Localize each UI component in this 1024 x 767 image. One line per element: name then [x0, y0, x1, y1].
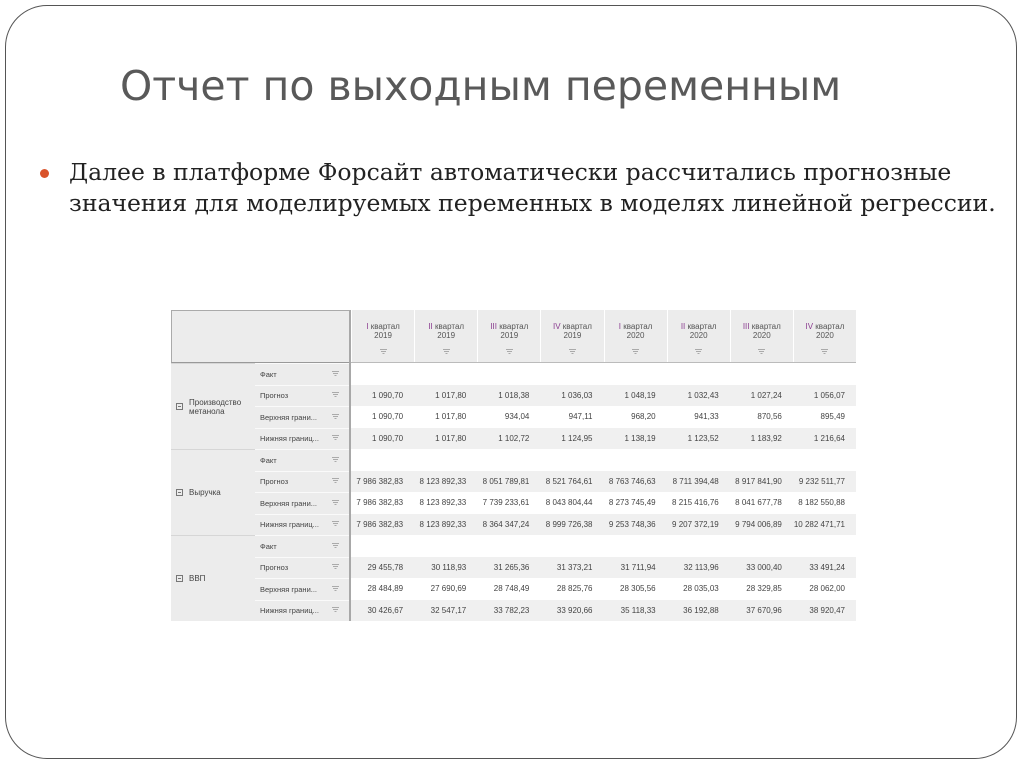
table-cell[interactable]: 1 036,03 — [561, 390, 593, 400]
table-row — [255, 557, 856, 579]
table-cell[interactable]: 8 711 394,48 — [672, 476, 719, 486]
row-label-text: Верхняя грани... — [260, 412, 318, 422]
quarter-roman: I — [366, 322, 369, 331]
row-values — [351, 385, 856, 407]
table-cell[interactable]: 31 373,21 — [556, 562, 593, 572]
table-cell[interactable]: 33 000,40 — [746, 562, 782, 572]
filter-icon[interactable] — [352, 348, 414, 357]
table-cell[interactable]: 33 920,66 — [556, 605, 593, 615]
quarter-year: 2019 — [500, 331, 519, 340]
table-corner-header — [171, 310, 351, 363]
row-values — [351, 600, 856, 622]
table-cell[interactable]: 1 138,19 — [624, 433, 656, 443]
quarter-year: 2019 — [374, 331, 392, 340]
table-cell[interactable] — [730, 535, 793, 557]
filter-icon[interactable] — [415, 348, 477, 357]
filter-icon[interactable] — [668, 348, 730, 357]
row-label — [255, 514, 349, 536]
table-cell[interactable]: 7 986 382,83 — [356, 498, 404, 508]
row-values — [351, 535, 856, 557]
table-cell[interactable]: 28 748,49 — [493, 584, 530, 594]
group-name: Выручка — [189, 488, 221, 497]
quarter-year: 2020 — [816, 331, 834, 340]
table-cell[interactable]: 7 739 233,61 — [482, 498, 530, 508]
row-label — [255, 535, 349, 557]
table-cell[interactable]: 1 090,70 — [371, 412, 404, 422]
table-cell[interactable] — [730, 363, 793, 385]
table-cell[interactable]: 30 118,93 — [431, 562, 467, 572]
row-label-text: Прогноз — [260, 563, 289, 573]
table-cell[interactable] — [604, 535, 667, 557]
filter-icon[interactable] — [332, 456, 339, 465]
row-values — [351, 363, 856, 385]
collapse-toggle-icon[interactable] — [176, 575, 183, 582]
table-cell[interactable]: 32 547,17 — [430, 605, 467, 615]
table-cell[interactable]: 8 041 677,78 — [735, 498, 782, 508]
row-label-text: Нижняя границ... — [260, 434, 319, 444]
table-cell[interactable]: 38 920,47 — [809, 605, 845, 615]
table-cell[interactable]: 8 917 841,90 — [735, 476, 782, 486]
row-group — [171, 363, 856, 449]
filter-icon[interactable] — [332, 434, 339, 443]
table-row — [255, 600, 856, 622]
table-row — [255, 385, 856, 407]
column-header-8[interactable] — [793, 310, 856, 362]
filter-icon[interactable] — [332, 391, 339, 400]
collapse-toggle-icon[interactable] — [176, 403, 183, 410]
filter-icon[interactable] — [332, 499, 339, 508]
quarter-roman: III — [490, 322, 497, 331]
row-label — [255, 428, 349, 450]
filter-icon[interactable] — [332, 563, 339, 572]
table-cell[interactable] — [667, 535, 730, 557]
table-cell[interactable]: 1 048,19 — [624, 390, 656, 400]
table-cell[interactable]: 1 090,70 — [371, 390, 404, 400]
forecast-table — [171, 310, 856, 621]
column-header-row — [351, 310, 856, 363]
table-cell[interactable]: 35 118,33 — [620, 605, 656, 615]
table-cell[interactable] — [793, 449, 856, 471]
table-cell[interactable]: 8 182 550,88 — [798, 498, 845, 508]
row-values — [351, 428, 856, 450]
table-cell[interactable] — [414, 363, 477, 385]
table-cell[interactable]: 8 364 347,24 — [482, 519, 530, 529]
table-cell[interactable]: 9 794 006,89 — [735, 519, 782, 529]
table-cell[interactable]: 28 062,00 — [809, 584, 845, 594]
filter-icon[interactable] — [332, 477, 339, 486]
filter-icon[interactable] — [332, 370, 339, 379]
table-cell[interactable]: 8 273 745,49 — [608, 498, 656, 508]
table-cell[interactable]: 9 207 372,19 — [672, 519, 719, 529]
quarter-year: 2020 — [689, 331, 708, 340]
table-cell[interactable] — [730, 449, 793, 471]
group-name: ВВП — [189, 574, 206, 583]
row-label-text: Нижняя границ... — [260, 520, 319, 530]
row-label — [255, 471, 349, 493]
table-cell[interactable]: 9 253 748,36 — [608, 519, 656, 529]
table-cell[interactable] — [540, 449, 603, 471]
table-cell[interactable]: 31 265,36 — [493, 562, 530, 572]
table-row — [255, 428, 856, 450]
table-cell[interactable]: 1 017,80 — [435, 433, 467, 443]
table-cell[interactable] — [414, 449, 477, 471]
table-cell[interactable]: 8 043 804,44 — [545, 498, 593, 508]
table-cell[interactable]: 1 183,92 — [750, 433, 782, 443]
row-values — [351, 471, 856, 493]
table-cell[interactable]: 8 051 789,81 — [482, 476, 530, 486]
filter-icon[interactable] — [478, 348, 540, 357]
quarter-label: квартал — [432, 322, 465, 331]
table-cell[interactable]: 7 986 382,83 — [356, 476, 404, 486]
table-cell[interactable] — [667, 363, 730, 385]
table-row — [255, 578, 856, 600]
table-cell[interactable]: 1 216,64 — [813, 433, 845, 443]
table-cell[interactable] — [351, 535, 414, 557]
column-header-4[interactable] — [540, 310, 603, 362]
table-row — [255, 471, 856, 493]
table-cell[interactable]: 1 017,80 — [435, 390, 467, 400]
row-values — [351, 514, 856, 536]
column-header-6[interactable] — [667, 310, 730, 362]
table-cell[interactable]: 29 455,78 — [367, 562, 404, 572]
row-label — [255, 600, 349, 622]
quarter-label: квартал — [813, 322, 845, 331]
group-header — [171, 535, 255, 621]
frozen-column-divider[interactable] — [349, 310, 351, 621]
quarter-label: квартал — [749, 322, 781, 331]
quarter-year: 2019 — [563, 331, 582, 340]
table-row — [255, 363, 856, 385]
row-label-text: Факт — [260, 541, 277, 551]
quarter-roman: IV — [553, 322, 561, 331]
group-name: Производство метанола — [189, 397, 242, 416]
table-cell[interactable] — [477, 363, 540, 385]
row-label — [255, 578, 349, 600]
filter-icon[interactable] — [332, 520, 339, 529]
column-header-2[interactable] — [414, 310, 477, 362]
table-cell[interactable]: 895,49 — [820, 412, 845, 422]
quarter-label: квартал — [560, 322, 592, 331]
table-cell[interactable]: 947,11 — [568, 412, 593, 422]
quarter-label: квартал — [685, 322, 717, 331]
row-group — [171, 449, 856, 535]
row-label-text: Верхняя грани... — [260, 584, 318, 594]
table-cell[interactable]: 8 521 764,61 — [545, 476, 593, 486]
quarter-roman: III — [742, 322, 750, 331]
row-label — [255, 363, 349, 385]
table-cell[interactable]: 31 711,94 — [620, 562, 656, 572]
filter-icon[interactable] — [332, 542, 339, 551]
table-cell[interactable]: 1 027,24 — [750, 390, 782, 400]
quarter-label: квартал — [368, 322, 400, 331]
quarter-label: квартал — [497, 322, 529, 331]
table-cell[interactable]: 1 017,80 — [435, 412, 467, 422]
column-header-5[interactable] — [604, 310, 667, 362]
row-label-text: Прогноз — [260, 477, 289, 487]
table-cell[interactable] — [793, 535, 856, 557]
filter-icon[interactable] — [794, 348, 856, 357]
row-label-text: Факт — [260, 455, 277, 465]
row-label-text: Прогноз — [260, 391, 289, 401]
quarter-roman: I — [618, 322, 622, 331]
table-cell[interactable] — [477, 449, 540, 471]
table-cell[interactable]: 10 282 471,71 — [793, 519, 845, 529]
table-cell[interactable] — [414, 535, 477, 557]
row-label-text: Факт — [260, 369, 277, 379]
table-cell[interactable] — [540, 535, 603, 557]
column-header-1[interactable] — [351, 310, 414, 362]
table-cell[interactable]: 968,20 — [631, 412, 656, 422]
table-cell[interactable]: 33 782,23 — [493, 605, 530, 615]
table-cell[interactable]: 941,33 — [694, 412, 719, 422]
quarter-year: 2020 — [626, 331, 645, 340]
quarter-year: 2019 — [437, 331, 456, 340]
row-values — [351, 449, 856, 471]
filter-icon[interactable] — [332, 606, 339, 615]
quarter-roman: II — [428, 322, 433, 331]
table-row — [255, 449, 856, 471]
row-label — [255, 492, 349, 514]
table-cell[interactable]: 28 035,03 — [683, 584, 719, 594]
table-cell[interactable] — [604, 363, 667, 385]
table-cell[interactable]: 8 123 892,33 — [419, 519, 467, 529]
bullet-item — [38, 157, 998, 219]
table-cell[interactable]: 28 329,85 — [746, 584, 782, 594]
row-values — [351, 578, 856, 600]
table-cell[interactable]: 28 825,76 — [556, 584, 593, 594]
row-values — [351, 557, 856, 579]
collapse-toggle-icon[interactable] — [176, 489, 183, 496]
table-cell[interactable] — [604, 449, 667, 471]
table-cell[interactable]: 28 484,89 — [367, 584, 404, 594]
bullet-text: Далее в платформе Форсайт автоматически рассчитались прогнозные значения для моделируемых переменных в моделях линейной регрессии. — [69, 158, 996, 217]
group-header — [171, 363, 255, 449]
table-cell[interactable]: 870,56 — [757, 412, 782, 422]
table-cell[interactable]: 1 124,95 — [561, 433, 593, 443]
table-cell[interactable] — [351, 363, 414, 385]
row-label — [255, 557, 349, 579]
table-cell[interactable] — [667, 449, 730, 471]
table-cell[interactable]: 27 690,69 — [430, 584, 467, 594]
row-label-text: Нижняя границ... — [260, 606, 319, 616]
filter-icon[interactable] — [541, 348, 603, 357]
table-cell[interactable] — [540, 363, 603, 385]
row-label — [255, 406, 349, 428]
table-cell[interactable]: 36 192,88 — [683, 605, 719, 615]
slide-title: Отчет по выходным переменным — [120, 62, 842, 110]
table-cell[interactable]: 32 113,96 — [683, 562, 719, 572]
bullet-dot-icon — [40, 169, 49, 178]
row-values — [351, 492, 856, 514]
table-cell[interactable] — [351, 449, 414, 471]
row-label — [255, 449, 349, 471]
group-header — [171, 449, 255, 535]
table-cell[interactable]: 1 123,52 — [687, 433, 719, 443]
table-cell[interactable]: 33 491,24 — [809, 562, 845, 572]
table-cell[interactable]: 1 090,70 — [371, 433, 404, 443]
table-cell[interactable]: 28 305,56 — [620, 584, 656, 594]
table-cell[interactable]: 37 670,96 — [746, 605, 782, 615]
table-cell[interactable]: 1 102,72 — [498, 433, 530, 443]
table-cell[interactable] — [793, 363, 856, 385]
table-cell[interactable] — [477, 535, 540, 557]
table-cell[interactable]: 1 032,43 — [687, 390, 719, 400]
table-cell[interactable]: 8 215 416,76 — [672, 498, 719, 508]
row-values — [351, 406, 856, 428]
column-header-7[interactable] — [730, 310, 793, 362]
row-label — [255, 385, 349, 407]
row-group — [171, 535, 856, 621]
filter-icon[interactable] — [332, 413, 339, 422]
quarter-roman: IV — [805, 322, 814, 331]
quarter-roman: II — [680, 322, 686, 331]
quarter-label: квартал — [621, 322, 653, 331]
table-cell[interactable]: 9 232 511,77 — [798, 476, 845, 486]
filter-icon[interactable] — [332, 585, 339, 594]
table-row — [255, 492, 856, 514]
filter-icon[interactable] — [731, 348, 793, 357]
table-row — [255, 514, 856, 536]
table-row — [255, 535, 856, 557]
quarter-year: 2020 — [752, 331, 771, 340]
table-cell[interactable]: 8 123 892,33 — [419, 498, 467, 508]
row-label-text: Верхняя грани... — [260, 498, 318, 508]
table-cell[interactable]: 7 986 382,83 — [356, 519, 404, 529]
table-cell[interactable]: 8 999 726,38 — [545, 519, 593, 529]
table-cell[interactable]: 8 763 746,63 — [608, 476, 656, 486]
table-cell[interactable]: 934,04 — [504, 412, 530, 422]
table-cell[interactable]: 30 426,67 — [367, 605, 404, 615]
column-header-3[interactable] — [477, 310, 540, 362]
filter-icon[interactable] — [605, 348, 667, 357]
table-cell[interactable]: 1 018,38 — [498, 390, 530, 400]
table-cell[interactable]: 1 056,07 — [813, 390, 845, 400]
table-cell[interactable]: 8 123 892,33 — [419, 476, 467, 486]
table-row — [255, 406, 856, 428]
